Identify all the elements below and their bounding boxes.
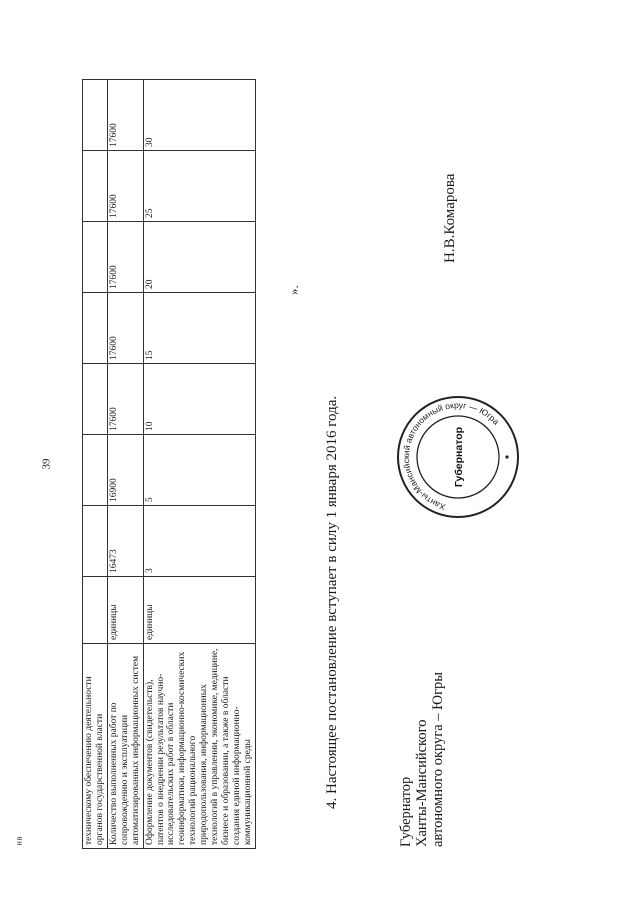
row-unit: единицы	[143, 577, 255, 644]
signatory-title-line: Губернатор	[398, 776, 414, 847]
row-value: 5	[143, 435, 255, 506]
seal-center-text: Губернатор	[453, 426, 465, 488]
row-value	[83, 80, 108, 151]
row-value: 16900	[107, 435, 143, 506]
signatory-title	[398, 672, 446, 847]
row-value	[83, 293, 108, 364]
governor-seal	[395, 394, 521, 520]
table-row	[107, 80, 143, 849]
seal-star-icon	[505, 455, 508, 458]
table-row	[83, 80, 108, 849]
row-unit: единицы	[107, 577, 143, 644]
row-value	[83, 364, 108, 435]
row-value: 16473	[107, 506, 143, 577]
closing-quote: ».	[286, 285, 301, 295]
row-unit	[83, 577, 108, 644]
effective-date-paragraph: 4. Настоящее постановление вступает в силу 1 января 2016 года.	[324, 395, 340, 809]
signatory-name: Н.В.Комарова	[442, 173, 458, 263]
row-name: Количество выполненных работ по сопровождению и эксплуатации автоматизированных информационных систем	[107, 644, 143, 849]
table-row	[143, 80, 255, 849]
page-number: 39	[40, 458, 53, 470]
indicators-table	[82, 79, 256, 849]
row-value	[83, 506, 108, 577]
row-value	[83, 222, 108, 293]
signatory-title-line: Ханты-Мансийского	[414, 719, 430, 847]
row-value	[83, 435, 108, 506]
signatory-title-line: автономного округа – Югры	[430, 671, 446, 847]
row-value: 17600	[107, 151, 143, 222]
row-value: 17600	[107, 80, 143, 151]
row-value: 15	[143, 293, 255, 364]
row-value: 25	[143, 151, 255, 222]
row-value: 3	[143, 506, 255, 577]
seal-ring-text: Ханты-Мансийский автономный округ — Югра	[400, 399, 502, 513]
row-value: 30	[143, 80, 255, 151]
row-value: 17600	[107, 364, 143, 435]
row-value: 17600	[107, 222, 143, 293]
row-name: техническому обеспечению деятельности органов государственной власти	[83, 644, 108, 849]
row-name: Оформление документов (свидетельств), патентов о внедрении результатов научно-исследовательских работ в области геоинформатики, информационно-космических технологий рационального природопользования, информационных технологий в управлении, экономике, медицине, бизнесе и образовании, а также в области создания единой информационно-коммуникационной среды	[143, 644, 255, 849]
row-value: 10	[143, 364, 255, 435]
margin-mark: нв	[14, 835, 24, 846]
row-value: 17600	[107, 293, 143, 364]
row-value	[83, 151, 108, 222]
row-value: 20	[143, 222, 255, 293]
